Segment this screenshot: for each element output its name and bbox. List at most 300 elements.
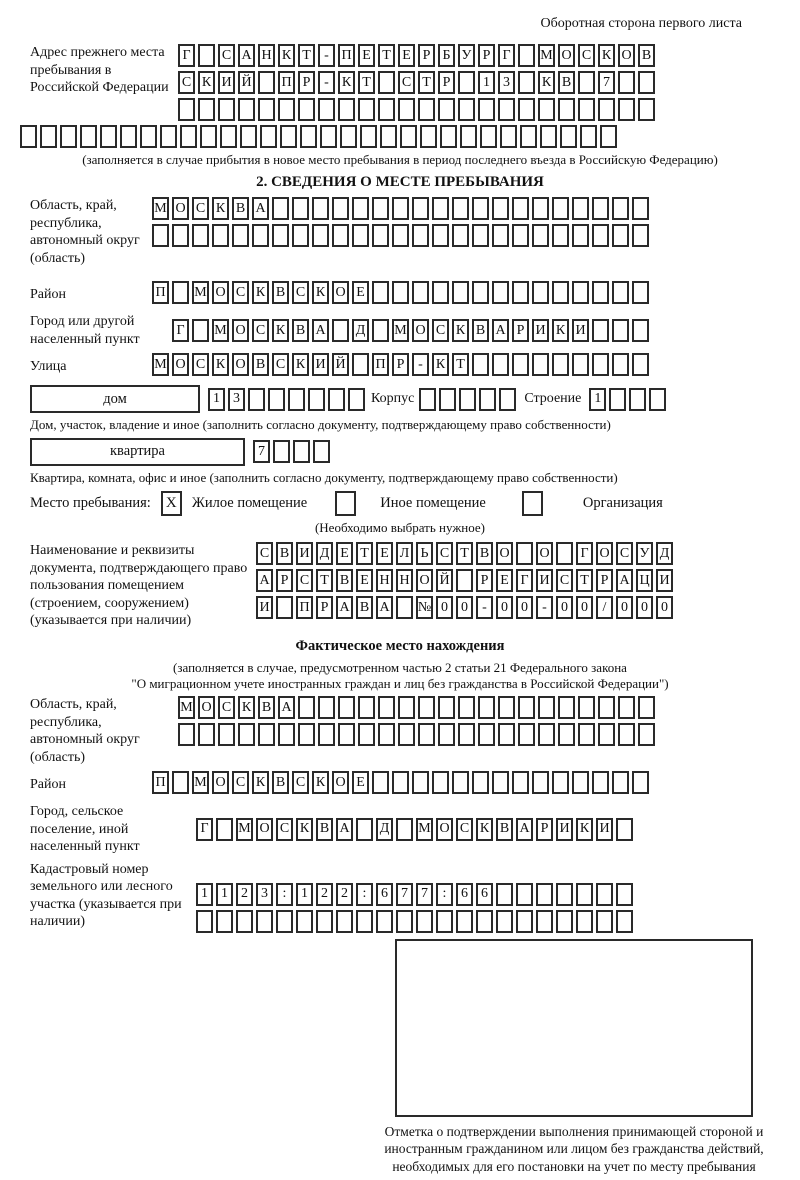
char-cell[interactable]: К [272,319,289,342]
char-cell[interactable] [478,98,495,121]
char-cell[interactable] [616,910,633,933]
char-cell[interactable] [192,319,209,342]
char-cell[interactable] [472,224,489,247]
char-cell[interactable] [458,696,475,719]
char-cell[interactable]: : [436,883,453,906]
char-cell[interactable]: О [198,696,215,719]
char-cell[interactable] [398,723,415,746]
char-cell[interactable]: № [416,596,433,619]
char-cell[interactable] [432,197,449,220]
char-cell[interactable] [512,281,529,304]
char-cell[interactable]: К [476,818,493,841]
char-cell[interactable]: 1 [196,883,213,906]
char-cell[interactable]: О [416,569,433,592]
char-cell[interactable] [552,281,569,304]
char-cell[interactable] [638,98,655,121]
char-cell[interactable]: С [218,44,235,67]
char-cell[interactable]: О [332,771,349,794]
char-cell[interactable]: С [272,353,289,376]
char-cell[interactable]: В [476,542,493,565]
char-cell[interactable] [452,281,469,304]
char-cell[interactable] [216,818,233,841]
char-cell[interactable] [512,224,529,247]
char-cell[interactable] [518,71,535,94]
char-cell[interactable]: М [236,818,253,841]
char-cell[interactable]: С [296,569,313,592]
char-cell[interactable]: М [538,44,555,67]
char-cell[interactable]: : [276,883,293,906]
char-cell[interactable]: 3 [228,388,245,411]
char-cell[interactable]: Т [298,44,315,67]
char-cell[interactable]: В [232,197,249,220]
char-cell[interactable] [258,723,275,746]
char-cell[interactable]: Б [438,44,455,67]
char-cell[interactable] [218,98,235,121]
char-cell[interactable] [478,723,495,746]
char-cell[interactable]: И [656,569,673,592]
char-cell[interactable] [556,883,573,906]
char-cell[interactable]: В [638,44,655,67]
char-cell[interactable] [578,696,595,719]
char-cell[interactable]: В [258,696,275,719]
char-cell[interactable] [372,771,389,794]
char-cell[interactable]: В [276,542,293,565]
char-cell[interactable] [580,125,597,148]
char-cell[interactable] [432,281,449,304]
char-cell[interactable]: С [218,696,235,719]
char-cell[interactable] [518,98,535,121]
char-cell[interactable] [358,696,375,719]
char-cell[interactable] [438,723,455,746]
char-cell[interactable]: М [152,353,169,376]
char-cell[interactable] [576,883,593,906]
char-cell[interactable]: В [316,818,333,841]
char-cell[interactable] [552,771,569,794]
char-cell[interactable] [292,224,309,247]
char-cell[interactable] [618,723,635,746]
char-cell[interactable] [232,224,249,247]
char-cell[interactable]: Й [332,353,349,376]
char-cell[interactable]: А [336,818,353,841]
char-cell[interactable]: И [556,818,573,841]
char-cell[interactable] [396,596,413,619]
char-cell[interactable]: С [398,71,415,94]
char-cell[interactable] [140,125,157,148]
char-cell[interactable]: Ь [416,542,433,565]
char-cell[interactable] [328,388,345,411]
char-cell[interactable] [392,771,409,794]
char-cell[interactable] [198,98,215,121]
char-cell[interactable] [492,771,509,794]
char-cell[interactable] [280,125,297,148]
char-cell[interactable] [252,224,269,247]
char-cell[interactable]: М [192,771,209,794]
char-cell[interactable] [258,71,275,94]
char-cell[interactable] [516,910,533,933]
char-cell[interactable]: К [576,818,593,841]
char-cell[interactable] [396,910,413,933]
char-cell[interactable]: К [452,319,469,342]
char-cell[interactable] [632,224,649,247]
char-cell[interactable]: Т [316,569,333,592]
char-cell[interactable] [479,388,496,411]
char-cell[interactable] [260,125,277,148]
char-cell[interactable] [313,440,330,463]
char-cell[interactable]: 1 [208,388,225,411]
char-cell[interactable] [198,723,215,746]
char-cell[interactable]: - [412,353,429,376]
char-cell[interactable] [378,696,395,719]
char-cell[interactable] [438,696,455,719]
char-cell[interactable] [618,98,635,121]
char-cell[interactable] [80,125,97,148]
char-cell[interactable]: 2 [316,883,333,906]
char-cell[interactable] [278,723,295,746]
char-cell[interactable] [378,723,395,746]
char-cell[interactable] [272,224,289,247]
char-cell[interactable]: А [376,596,393,619]
char-cell[interactable]: М [192,281,209,304]
char-cell[interactable] [198,44,215,67]
char-cell[interactable]: А [252,197,269,220]
char-cell[interactable]: К [552,319,569,342]
char-cell[interactable]: С [256,542,273,565]
char-cell[interactable] [360,125,377,148]
char-cell[interactable]: С [556,569,573,592]
char-cell[interactable] [236,910,253,933]
char-cell[interactable]: 0 [656,596,673,619]
char-cell[interactable]: О [536,542,553,565]
char-cell[interactable] [618,696,635,719]
char-cell[interactable]: Г [172,319,189,342]
char-cell[interactable] [452,197,469,220]
char-cell[interactable] [272,197,289,220]
char-cell[interactable]: С [178,71,195,94]
char-cell[interactable] [459,388,476,411]
char-cell[interactable] [172,281,189,304]
char-cell[interactable] [492,224,509,247]
char-cell[interactable] [180,125,197,148]
char-cell[interactable] [492,353,509,376]
char-cell[interactable] [456,910,473,933]
char-cell[interactable] [496,883,513,906]
char-cell[interactable]: М [178,696,195,719]
char-cell[interactable] [632,197,649,220]
char-cell[interactable]: Р [276,569,293,592]
char-cell[interactable]: А [278,696,295,719]
char-cell[interactable]: 6 [476,883,493,906]
char-cell[interactable] [592,319,609,342]
char-cell[interactable]: Р [512,319,529,342]
char-cell[interactable]: : [356,883,373,906]
char-cell[interactable] [478,696,495,719]
char-cell[interactable] [318,723,335,746]
char-cell[interactable]: П [372,353,389,376]
char-cell[interactable] [512,771,529,794]
char-cell[interactable] [592,197,609,220]
char-cell[interactable] [556,910,573,933]
char-cell[interactable] [592,771,609,794]
char-cell[interactable] [498,98,515,121]
char-cell[interactable] [372,281,389,304]
char-cell[interactable] [558,696,575,719]
char-cell[interactable]: В [558,71,575,94]
char-cell[interactable]: Г [516,569,533,592]
char-cell[interactable] [418,696,435,719]
char-cell[interactable]: П [152,281,169,304]
char-cell[interactable] [578,723,595,746]
char-cell[interactable] [512,197,529,220]
char-cell[interactable] [332,319,349,342]
char-cell[interactable]: К [312,281,329,304]
char-cell[interactable] [498,723,515,746]
char-cell[interactable]: Г [498,44,515,67]
char-cell[interactable] [516,883,533,906]
char-cell[interactable]: 0 [636,596,653,619]
char-cell[interactable]: С [292,281,309,304]
char-cell[interactable]: С [276,818,293,841]
char-cell[interactable] [412,281,429,304]
char-cell[interactable]: - [318,44,335,67]
char-cell[interactable]: Н [258,44,275,67]
char-cell[interactable]: В [472,319,489,342]
char-cell[interactable] [592,281,609,304]
char-cell[interactable] [178,98,195,121]
char-cell[interactable] [472,771,489,794]
char-cell[interactable]: С [456,818,473,841]
char-cell[interactable] [612,197,629,220]
char-cell[interactable]: Т [356,542,373,565]
char-cell[interactable] [600,125,617,148]
char-cell[interactable]: В [336,569,353,592]
char-cell[interactable] [400,125,417,148]
char-cell[interactable] [160,125,177,148]
char-cell[interactable]: В [272,281,289,304]
char-cell[interactable] [432,224,449,247]
char-cell[interactable] [418,98,435,121]
char-cell[interactable]: - [318,71,335,94]
char-cell[interactable] [558,98,575,121]
char-cell[interactable]: Н [396,569,413,592]
char-cell[interactable]: О [256,818,273,841]
char-cell[interactable]: К [238,696,255,719]
char-cell[interactable] [532,771,549,794]
char-cell[interactable] [532,353,549,376]
char-cell[interactable] [172,771,189,794]
char-cell[interactable]: Р [478,44,495,67]
char-cell[interactable] [532,281,549,304]
char-cell[interactable]: К [312,771,329,794]
char-cell[interactable]: С [616,542,633,565]
char-cell[interactable] [352,197,369,220]
char-cell[interactable] [356,910,373,933]
char-cell[interactable] [312,224,329,247]
char-cell[interactable] [336,910,353,933]
char-cell[interactable] [238,723,255,746]
char-cell[interactable]: Е [376,542,393,565]
char-cell[interactable]: 2 [336,883,353,906]
apartment-type-box[interactable]: квартира [30,438,245,466]
char-cell[interactable]: Т [418,71,435,94]
char-cell[interactable] [558,723,575,746]
char-cell[interactable] [552,353,569,376]
char-cell[interactable] [380,125,397,148]
char-cell[interactable]: А [516,818,533,841]
char-cell[interactable] [378,98,395,121]
char-cell[interactable] [452,224,469,247]
char-cell[interactable] [552,197,569,220]
char-cell[interactable] [518,44,535,67]
char-cell[interactable]: 1 [216,883,233,906]
char-cell[interactable]: Р [476,569,493,592]
char-cell[interactable]: А [256,569,273,592]
char-cell[interactable] [338,723,355,746]
checkbox-inoe-pomeshchenie[interactable] [335,491,356,516]
char-cell[interactable]: Й [436,569,453,592]
char-cell[interactable] [432,771,449,794]
char-cell[interactable]: 0 [556,596,573,619]
char-cell[interactable]: Г [576,542,593,565]
char-cell[interactable]: О [172,197,189,220]
char-cell[interactable] [292,197,309,220]
char-cell[interactable] [536,883,553,906]
char-cell[interactable] [436,910,453,933]
char-cell[interactable]: У [636,542,653,565]
char-cell[interactable]: Е [356,569,373,592]
char-cell[interactable]: П [296,596,313,619]
char-cell[interactable]: С [436,542,453,565]
char-cell[interactable] [300,125,317,148]
char-cell[interactable] [516,542,533,565]
char-cell[interactable]: 0 [616,596,633,619]
char-cell[interactable] [100,125,117,148]
char-cell[interactable]: 6 [376,883,393,906]
char-cell[interactable]: И [596,818,613,841]
char-cell[interactable] [632,771,649,794]
char-cell[interactable] [316,910,333,933]
char-cell[interactable] [612,224,629,247]
char-cell[interactable] [572,771,589,794]
char-cell[interactable]: И [296,542,313,565]
char-cell[interactable] [120,125,137,148]
char-cell[interactable] [572,197,589,220]
char-cell[interactable] [40,125,57,148]
char-cell[interactable] [540,125,557,148]
char-cell[interactable]: / [596,596,613,619]
char-cell[interactable] [218,723,235,746]
char-cell[interactable]: К [278,44,295,67]
char-cell[interactable] [416,910,433,933]
char-cell[interactable] [649,388,666,411]
char-cell[interactable] [492,197,509,220]
char-cell[interactable] [598,98,615,121]
char-cell[interactable]: Ц [636,569,653,592]
char-cell[interactable] [238,98,255,121]
char-cell[interactable] [596,910,613,933]
char-cell[interactable]: О [412,319,429,342]
char-cell[interactable]: В [356,596,373,619]
char-cell[interactable] [420,125,437,148]
char-cell[interactable]: И [218,71,235,94]
char-cell[interactable] [638,71,655,94]
char-cell[interactable]: 0 [516,596,533,619]
char-cell[interactable]: Д [376,818,393,841]
char-cell[interactable]: О [618,44,635,67]
char-cell[interactable]: Р [392,353,409,376]
char-cell[interactable] [392,281,409,304]
char-cell[interactable]: О [558,44,575,67]
char-cell[interactable] [358,723,375,746]
char-cell[interactable] [572,281,589,304]
char-cell[interactable]: 2 [236,883,253,906]
char-cell[interactable] [276,910,293,933]
char-cell[interactable] [552,224,569,247]
char-cell[interactable]: И [256,596,273,619]
char-cell[interactable]: 7 [253,440,270,463]
char-cell[interactable] [352,353,369,376]
char-cell[interactable] [609,388,626,411]
char-cell[interactable]: К [198,71,215,94]
char-cell[interactable]: А [238,44,255,67]
char-cell[interactable]: - [536,596,553,619]
char-cell[interactable]: А [616,569,633,592]
char-cell[interactable] [456,569,473,592]
char-cell[interactable] [438,98,455,121]
char-cell[interactable]: И [312,353,329,376]
char-cell[interactable]: П [278,71,295,94]
char-cell[interactable] [398,98,415,121]
char-cell[interactable] [196,910,213,933]
char-cell[interactable]: К [338,71,355,94]
char-cell[interactable] [598,696,615,719]
char-cell[interactable]: 0 [496,596,513,619]
char-cell[interactable] [458,98,475,121]
char-cell[interactable]: К [252,281,269,304]
char-cell[interactable] [480,125,497,148]
char-cell[interactable] [392,197,409,220]
char-cell[interactable]: Й [238,71,255,94]
char-cell[interactable]: Д [352,319,369,342]
char-cell[interactable] [172,224,189,247]
char-cell[interactable]: Р [418,44,435,67]
char-cell[interactable] [293,440,310,463]
char-cell[interactable] [419,388,436,411]
char-cell[interactable]: А [312,319,329,342]
char-cell[interactable]: К [538,71,555,94]
char-cell[interactable]: М [416,818,433,841]
char-cell[interactable] [538,696,555,719]
char-cell[interactable] [532,197,549,220]
char-cell[interactable] [298,696,315,719]
char-cell[interactable] [372,197,389,220]
char-cell[interactable] [532,224,549,247]
char-cell[interactable] [538,723,555,746]
char-cell[interactable]: С [292,771,309,794]
char-cell[interactable] [638,723,655,746]
char-cell[interactable] [372,319,389,342]
char-cell[interactable] [248,388,265,411]
char-cell[interactable] [592,353,609,376]
char-cell[interactable]: С [192,353,209,376]
char-cell[interactable] [220,125,237,148]
char-cell[interactable]: В [292,319,309,342]
char-cell[interactable]: С [232,281,249,304]
house-type-box[interactable]: дом [30,385,200,413]
char-cell[interactable] [192,224,209,247]
char-cell[interactable] [320,125,337,148]
char-cell[interactable] [200,125,217,148]
char-cell[interactable]: С [192,197,209,220]
